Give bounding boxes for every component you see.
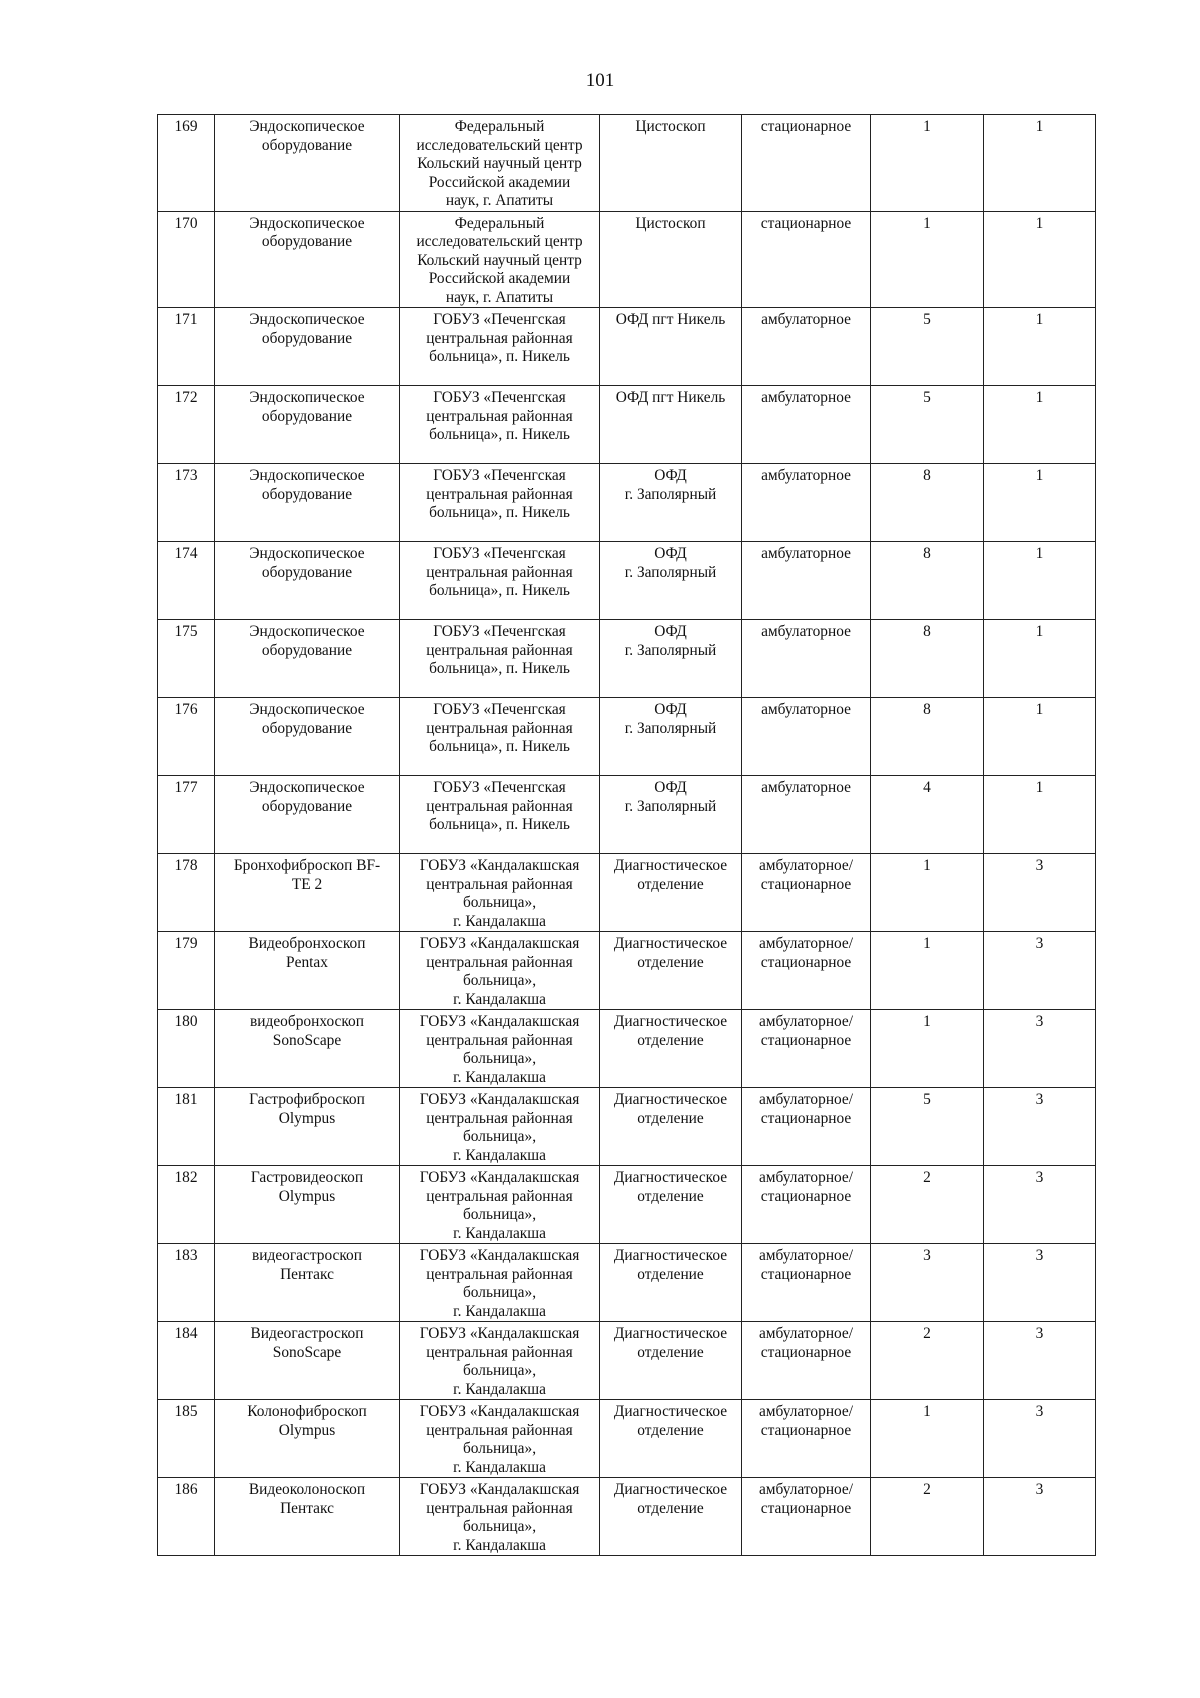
row-number-cell: 171 (158, 308, 215, 386)
organization-cell: ГОБУЗ «Кандалакшская центральная районная больница», г. Кандалакша (400, 1088, 600, 1166)
count-cell: 1 (984, 698, 1096, 776)
care-type-cell: амбулаторное (742, 698, 871, 776)
equipment-cell: Бронхофиброскоп BF- TE 2 (215, 854, 400, 932)
care-type-cell: амбулаторное (742, 620, 871, 698)
equipment-cell: Эндоскопическое оборудование (215, 115, 400, 212)
care-type-cell: амбулаторное/ стационарное (742, 1244, 871, 1322)
care-type-cell: стационарное (742, 115, 871, 212)
table-row (158, 1400, 1096, 1478)
count-cell: 1 (984, 115, 1096, 212)
department-cell: ОФД пгт Никель (600, 308, 742, 386)
count-cell: 3 (984, 1088, 1096, 1166)
department-cell: Диагностическое отделение (600, 1244, 742, 1322)
table-row (158, 1088, 1096, 1166)
table-row (158, 464, 1096, 542)
care-type-cell: амбулаторное/ стационарное (742, 1400, 871, 1478)
row-number-cell: 169 (158, 115, 215, 212)
table-row (158, 542, 1096, 620)
care-type-cell: стационарное (742, 211, 871, 308)
department-cell: Цистоскоп (600, 115, 742, 212)
row-number-cell: 181 (158, 1088, 215, 1166)
quantity-cell: 8 (871, 698, 984, 776)
department-cell: Диагностическое отделение (600, 854, 742, 932)
organization-cell: ГОБУЗ «Печенгская центральная районная больница», п. Никель (400, 464, 600, 542)
quantity-cell: 8 (871, 464, 984, 542)
table-body (158, 115, 1096, 1556)
department-cell: ОФД пгт Никель (600, 386, 742, 464)
count-cell: 1 (984, 308, 1096, 386)
table-row (158, 854, 1096, 932)
equipment-cell: Эндоскопическое оборудование (215, 698, 400, 776)
row-number-cell: 185 (158, 1400, 215, 1478)
quantity-cell: 1 (871, 211, 984, 308)
organization-cell: ГОБУЗ «Печенгская центральная районная больница», п. Никель (400, 386, 600, 464)
care-type-cell: амбулаторное/ стационарное (742, 1322, 871, 1400)
department-cell: ОФД г. Заполярный (600, 776, 742, 854)
quantity-cell: 1 (871, 115, 984, 212)
count-cell: 1 (984, 386, 1096, 464)
quantity-cell: 1 (871, 1400, 984, 1478)
equipment-table (157, 114, 1096, 1556)
count-cell: 3 (984, 1322, 1096, 1400)
department-cell: Цистоскоп (600, 211, 742, 308)
equipment-cell: Эндоскопическое оборудование (215, 776, 400, 854)
equipment-cell: Видеогастроскоп SonoScape (215, 1322, 400, 1400)
count-cell: 3 (984, 1400, 1096, 1478)
row-number-cell: 180 (158, 1010, 215, 1088)
organization-cell: Федеральный исследовательский центр Кольский научный центр Российской академии наук, г. Апатиты (400, 211, 600, 308)
organization-cell: ГОБУЗ «Кандалакшская центральная районная больница», г. Кандалакша (400, 1478, 600, 1556)
quantity-cell: 8 (871, 620, 984, 698)
equipment-cell: видеобронхоскоп SonoScape (215, 1010, 400, 1088)
quantity-cell: 2 (871, 1478, 984, 1556)
care-type-cell: амбулаторное (742, 464, 871, 542)
quantity-cell: 8 (871, 542, 984, 620)
quantity-cell: 3 (871, 1244, 984, 1322)
row-number-cell: 175 (158, 620, 215, 698)
organization-cell: ГОБУЗ «Печенгская центральная районная больница», п. Никель (400, 776, 600, 854)
equipment-cell: видеогастроскоп Пентакс (215, 1244, 400, 1322)
department-cell: Диагностическое отделение (600, 1088, 742, 1166)
count-cell: 1 (984, 542, 1096, 620)
count-cell: 1 (984, 211, 1096, 308)
department-cell: Диагностическое отделение (600, 1166, 742, 1244)
table-row (158, 698, 1096, 776)
quantity-cell: 5 (871, 386, 984, 464)
department-cell: Диагностическое отделение (600, 1400, 742, 1478)
row-number-cell: 184 (158, 1322, 215, 1400)
organization-cell: ГОБУЗ «Печенгская центральная районная больница», п. Никель (400, 308, 600, 386)
organization-cell: ГОБУЗ «Кандалакшская центральная районная больница», г. Кандалакша (400, 1010, 600, 1088)
table-row (158, 211, 1096, 308)
organization-cell: Федеральный исследовательский центр Кольский научный центр Российской академии наук, г. Апатиты (400, 115, 600, 212)
quantity-cell: 4 (871, 776, 984, 854)
organization-cell: ГОБУЗ «Кандалакшская центральная районная больница», г. Кандалакша (400, 1400, 600, 1478)
table-row (158, 1244, 1096, 1322)
care-type-cell: амбулаторное/ стационарное (742, 932, 871, 1010)
care-type-cell: амбулаторное/ стационарное (742, 1088, 871, 1166)
quantity-cell: 2 (871, 1322, 984, 1400)
care-type-cell: амбулаторное/ стационарное (742, 1010, 871, 1088)
count-cell: 1 (984, 464, 1096, 542)
equipment-cell: Гастровидеоскоп Olympus (215, 1166, 400, 1244)
care-type-cell: амбулаторное/ стационарное (742, 854, 871, 932)
table-row (158, 1010, 1096, 1088)
equipment-cell: Гастрофиброскоп Olympus (215, 1088, 400, 1166)
row-number-cell: 186 (158, 1478, 215, 1556)
equipment-cell: Колонофиброскоп Olympus (215, 1400, 400, 1478)
organization-cell: ГОБУЗ «Кандалакшская центральная районная больница», г. Кандалакша (400, 1322, 600, 1400)
organization-cell: ГОБУЗ «Печенгская центральная районная больница», п. Никель (400, 620, 600, 698)
department-cell: ОФД г. Заполярный (600, 464, 742, 542)
count-cell: 3 (984, 854, 1096, 932)
table-row (158, 1166, 1096, 1244)
care-type-cell: амбулаторное (742, 776, 871, 854)
department-cell: Диагностическое отделение (600, 1010, 742, 1088)
table-row (158, 620, 1096, 698)
count-cell: 1 (984, 620, 1096, 698)
row-number-cell: 183 (158, 1244, 215, 1322)
equipment-cell: Эндоскопическое оборудование (215, 464, 400, 542)
care-type-cell: амбулаторное/ стационарное (742, 1478, 871, 1556)
row-number-cell: 173 (158, 464, 215, 542)
table-row (158, 776, 1096, 854)
count-cell: 1 (984, 776, 1096, 854)
department-cell: Диагностическое отделение (600, 932, 742, 1010)
organization-cell: ГОБУЗ «Печенгская центральная районная больница», п. Никель (400, 698, 600, 776)
page-number: 101 (585, 70, 615, 91)
row-number-cell: 176 (158, 698, 215, 776)
quantity-cell: 5 (871, 1088, 984, 1166)
equipment-cell: Эндоскопическое оборудование (215, 308, 400, 386)
equipment-cell: Эндоскопическое оборудование (215, 620, 400, 698)
row-number-cell: 178 (158, 854, 215, 932)
count-cell: 3 (984, 1166, 1096, 1244)
organization-cell: ГОБУЗ «Кандалакшская центральная районная больница», г. Кандалакша (400, 854, 600, 932)
count-cell: 3 (984, 1010, 1096, 1088)
equipment-cell: Эндоскопическое оборудование (215, 386, 400, 464)
quantity-cell: 5 (871, 308, 984, 386)
equipment-cell: Эндоскопическое оборудование (215, 211, 400, 308)
quantity-cell: 2 (871, 1166, 984, 1244)
table-row (158, 1322, 1096, 1400)
organization-cell: ГОБУЗ «Кандалакшская центральная районная больница», г. Кандалакша (400, 932, 600, 1010)
count-cell: 3 (984, 1478, 1096, 1556)
row-number-cell: 170 (158, 211, 215, 308)
organization-cell: ГОБУЗ «Кандалакшская центральная районная больница», г. Кандалакша (400, 1244, 600, 1322)
row-number-cell: 179 (158, 932, 215, 1010)
equipment-cell: Эндоскопическое оборудование (215, 542, 400, 620)
quantity-cell: 1 (871, 1010, 984, 1088)
care-type-cell: амбулаторное (742, 542, 871, 620)
department-cell: Диагностическое отделение (600, 1478, 742, 1556)
count-cell: 3 (984, 932, 1096, 1010)
table-row (158, 386, 1096, 464)
department-cell: ОФД г. Заполярный (600, 620, 742, 698)
quantity-cell: 1 (871, 932, 984, 1010)
row-number-cell: 177 (158, 776, 215, 854)
table-row (158, 1478, 1096, 1556)
care-type-cell: амбулаторное (742, 308, 871, 386)
table-row (158, 115, 1096, 212)
organization-cell: ГОБУЗ «Кандалакшская центральная районная больница», г. Кандалакша (400, 1166, 600, 1244)
care-type-cell: амбулаторное (742, 386, 871, 464)
department-cell: Диагностическое отделение (600, 1322, 742, 1400)
department-cell: ОФД г. Заполярный (600, 698, 742, 776)
department-cell: ОФД г. Заполярный (600, 542, 742, 620)
row-number-cell: 172 (158, 386, 215, 464)
table-row (158, 932, 1096, 1010)
equipment-cell: Видеоколоноскоп Пентакс (215, 1478, 400, 1556)
row-number-cell: 182 (158, 1166, 215, 1244)
equipment-cell: Видеобронхоскоп Pentax (215, 932, 400, 1010)
quantity-cell: 1 (871, 854, 984, 932)
count-cell: 3 (984, 1244, 1096, 1322)
row-number-cell: 174 (158, 542, 215, 620)
table-row (158, 308, 1096, 386)
care-type-cell: амбулаторное/ стационарное (742, 1166, 871, 1244)
organization-cell: ГОБУЗ «Печенгская центральная районная больница», п. Никель (400, 542, 600, 620)
